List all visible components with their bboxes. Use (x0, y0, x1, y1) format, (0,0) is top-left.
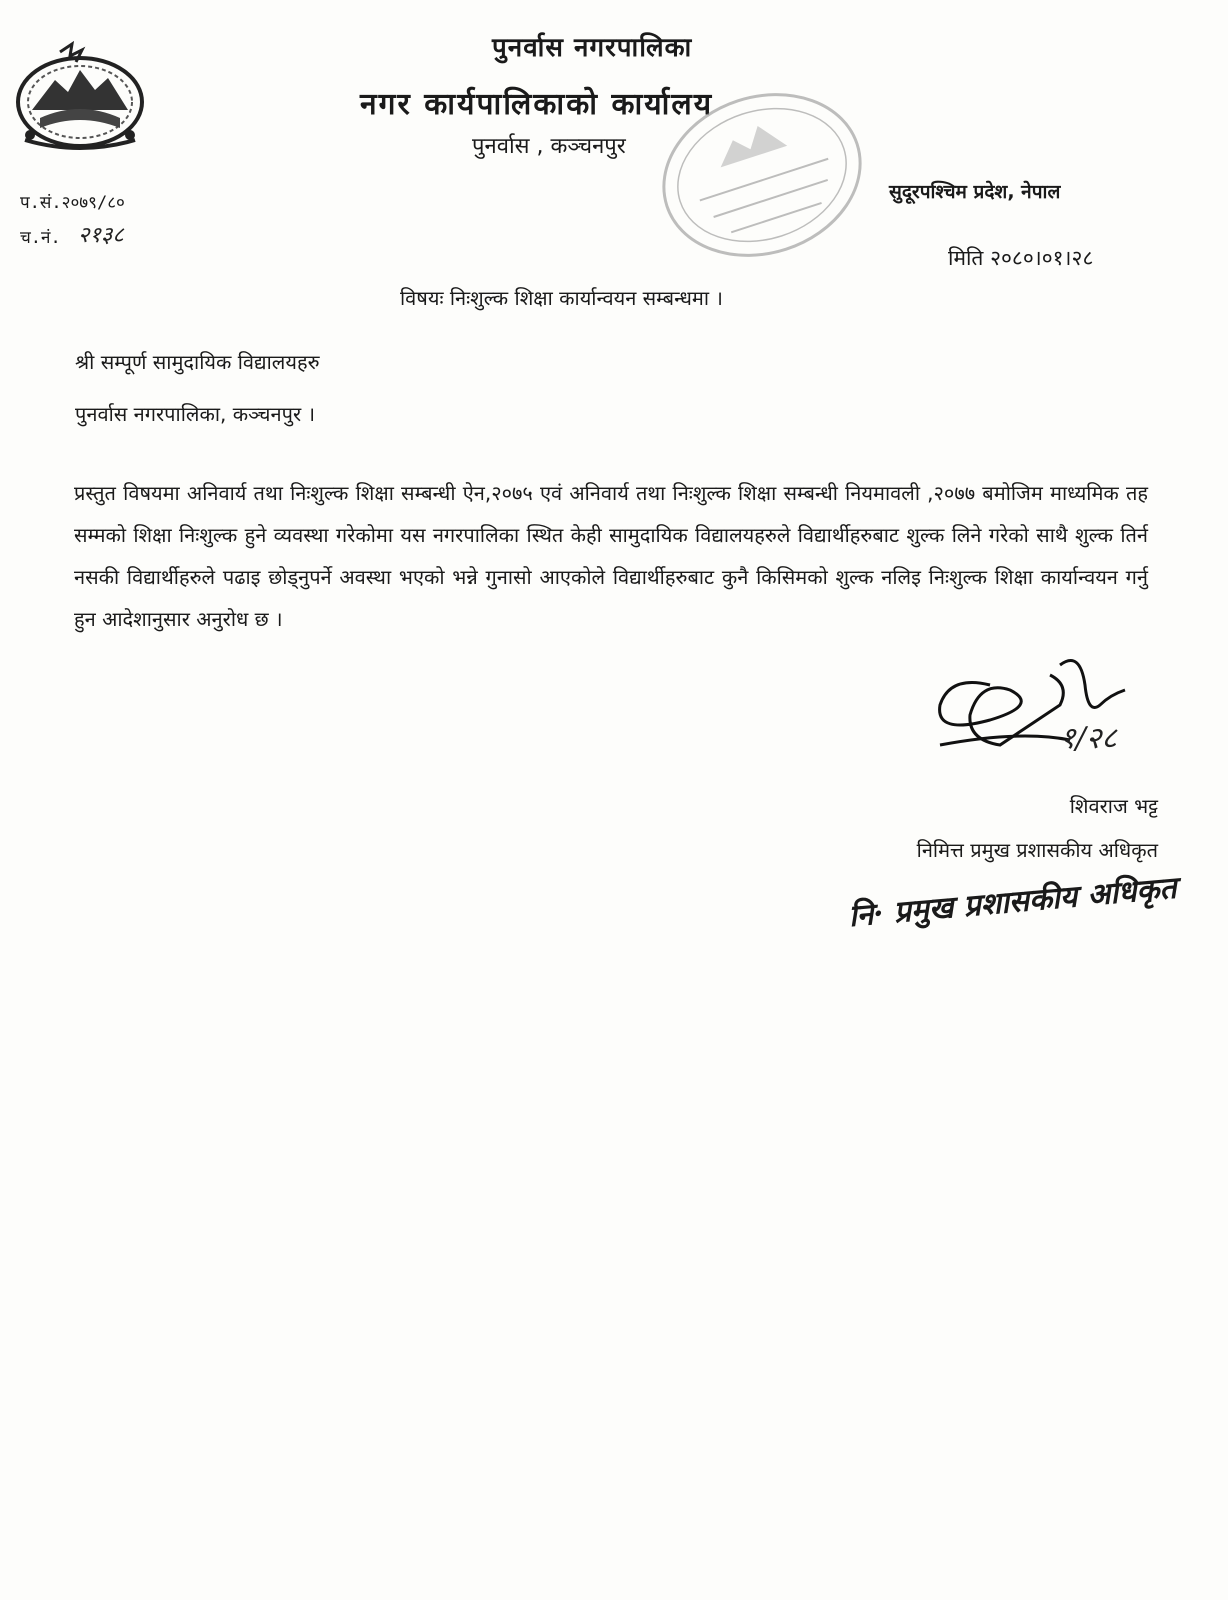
office-name: नगर कार्यपालिकाको कार्यालय (360, 87, 714, 122)
letter-body: प्रस्तुत विषयमा अनिवार्य तथा निःशुल्क शिक्षा सम्बन्धी ऐन,२०७५ एवं अनिवार्य तथा निःशुल्क शिक्षा सम्बन्धी नियमावली ,२०७७ बमोजिम माध्यमिक तह सम्मको शिक्षा निःशुल्क हुने व्यवस्था गरेकोमा यस नगरपालिका स्थित केही सामुदायिक विद्यालयहरुले विद्यार्थीहरुबाट शुल्क लिने गरेको साथै शुल्क तिर्न नसकी विद्यार्थीहरुले पढाइ छोड्नुपर्ने अवस्था भएको भन्ने गुनासो आएकोले विद्यार्थीहरुबाट कुनै किसिमको शुल्क नलिइ निःशुल्क शिक्षा कार्यान्वयन गर्नु हुन आदेशानुसार अनुरोध छ । (74, 481, 1148, 631)
recipient-line-2: पुनर्वास नगरपालिका, कञ्चनपुर । (75, 402, 316, 426)
signatory-designation: निमित्त प्रमुख प्रशासकीय अधिकृत (916, 838, 1158, 862)
office-seal-stamp (655, 85, 870, 265)
dispatch-number: २१३८ (78, 223, 124, 248)
designation-stamp: नि· प्रमुख प्रशासकीय अधिकृत (847, 870, 1178, 935)
signature-date: १/२८ (1060, 721, 1117, 756)
signatory-name: शिवराज भट्ट (1069, 794, 1158, 818)
handwritten-signature (930, 645, 1160, 770)
recipient-line-1: श्री सम्पूर्ण सामुदायिक विद्यालयहरु (75, 350, 320, 374)
office-location: पुनर्वास , कञ्चनपुर (472, 134, 626, 159)
dispatch-label: च.नं. (20, 228, 61, 248)
province-name: सुदूरपश्चिम प्रदेश, नेपाल (889, 181, 1061, 203)
subject-line: विषयः निःशुल्क शिक्षा कार्यान्वयन सम्बन्धमा । (400, 286, 724, 310)
letter-date: मिति २०८०।०१।२८ (948, 246, 1094, 270)
letter-number: प.सं.२०७९/८० (20, 193, 125, 213)
nepal-emblem-icon (10, 40, 150, 152)
municipality-name: पुनर्वास नगरपालिका (492, 33, 693, 63)
